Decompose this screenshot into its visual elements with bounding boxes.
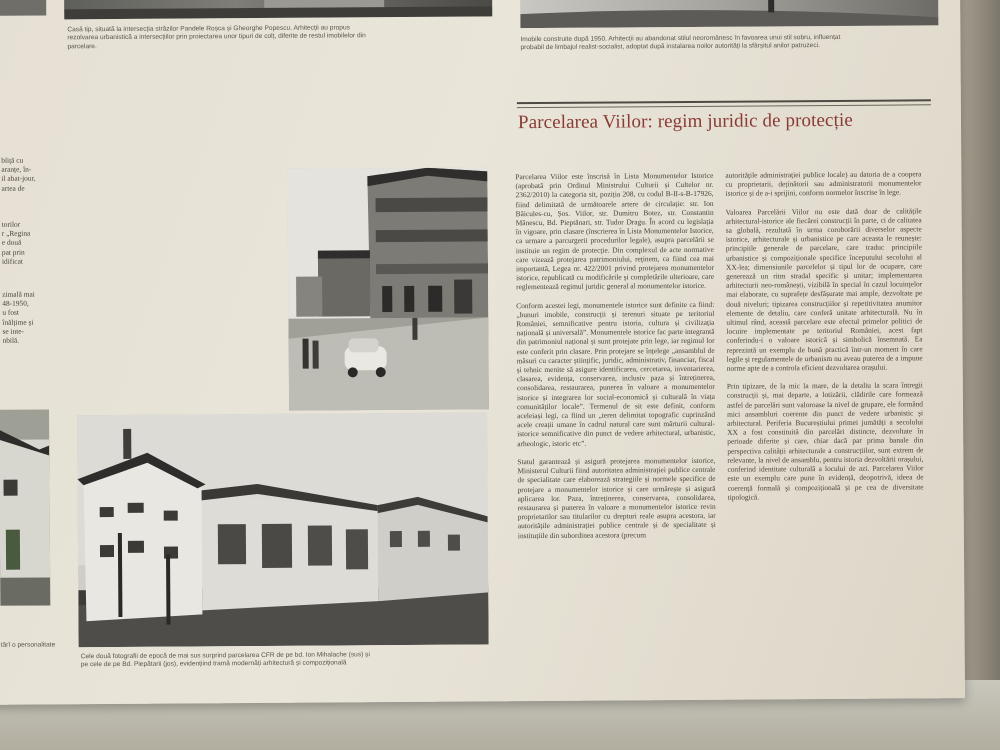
- paragraph: Prin tipizare, de la mic la mare, de la detaliu la scara întregii construcții și, mai departe, a lotizării, clădirile care formează astfel de parcelări sunt valoroase la nivel de grupare, ele formând mici ansambluri coerente din punct de vedere urbanistic și arhitectural. Periferia Bucureștiului primei jumătăți a secolului XX a fost constituită din parcelări distincte, dezvoltate în perioade diferite și care, chiar dacă par prima banale din perspectiva calității arhitecturale a construcțiilor, sunt extrem de relevante, la nivel de ansamblu, pentru istoria dezvoltării orașului, conferind identitate culturală a locului de azi. Parcelarea Viilor este un exemplu care pune în evidență, deopotrivă, ideea de coerență formală și compozițională și pe cea de diversitate tipologică.: [726, 380, 924, 502]
- heading-rule-thin: [517, 104, 931, 108]
- top-left-photo: [64, 0, 492, 19]
- section-heading: Parcelarea Viilor: regim juridic de protecție: [517, 109, 853, 134]
- top-left-caption: Casă tip, situată la intersecția străzilor Pandele Roșca și Gheorghe Popescu. Arhitecții au propus rezolvarea urbanistică a intersecțiilor prin proiectarea unor tipuri de colț, diferite de restul imobilelor din parcelare.: [67, 24, 366, 50]
- apartment-blocks-photo: [77, 412, 489, 647]
- frag-line: bliță cu: [1, 155, 24, 165]
- paragraph: Valoarea Parcelării Viilor nu este dată doar de calitățile arhitectural-istorice ale fiecărei construcții în parte, ci de calitatea sa globală, rezultată în urma coroborării diverselor aspecte istorice, arhitecturale și urbanistice pe care aceasta le reunește: principiile generale de parcelare, care traduc principiile urbanistice și compoziționale specifice începutului secolului al XX-lea; dimensiunile parcelelor și tipul lor de ocupare, care generează un ritm stradal specific și unitar; implementarea arhitecturii neo-românești, vizibilă în special în cazul locuințelor mai elaborate, cu suprafețe desfășurate mai ample, dezvoltate pe două niveluri; tipizarea construcțiilor și repetitivitatea anumitor elemente de detaliu, care conferă unitate arhitecturală. Nu în ultimul rând, această parcelare este efectul primelor politici de locuire implementate pe teritoriul României, acest fapt conferindu-i o valoare istorică și simbolică însemnată. Ea reprezintă un exemplu de bună practică într-un moment în care legile și regulamentele de urbanism nu aveau puterea de a impune norme aptе de a controla eficient dezvoltarea orașului.: [725, 205, 923, 373]
- frag-line: zimală mai: [2, 289, 35, 299]
- frag-line: il abat-jour,: [1, 173, 36, 184]
- text-column-2: [725, 169, 923, 510]
- frag-line: r „Regina: [1, 228, 31, 238]
- paragraph: Statul garantează și asigură protejarea monumentelor istorice, Ministerul Culturii fiind autoritatea administrației publice centrale de specialitate care elaborează strategiile și normele specifice de protejare a monumentelor istorice și care urmărește și asigură aplicarea lor. Paza, întreținerea, conservarea, consolidarea, restaurarea și punerea în valoare a monumentelor istorice revin proprietarilor sau titularilor cu drepturi reale asupra acestora, iar autoritățile administrației publice centrale și de specialitate și instituțiile din subordinea acestora (precum: [517, 455, 716, 540]
- frag-line: nbilă.: [2, 335, 20, 345]
- frag-line: se inte-: [2, 326, 25, 336]
- frag-line: torilor: [1, 219, 21, 229]
- frag-line: pat prin: [1, 247, 25, 257]
- frag-line: u fost: [2, 308, 19, 318]
- street-photo: [287, 167, 489, 410]
- frag-line: artea de: [1, 183, 25, 193]
- frag-line: idificat: [1, 256, 23, 266]
- bottom-left-cut-caption: tărî o personalitate: [0, 641, 56, 649]
- frag-line: aranțe, în-: [1, 164, 32, 174]
- left-fragment-1: [1, 156, 35, 193]
- left-house-photo: [0, 409, 50, 605]
- bottom-photo-caption: Cele două fotografii de epocă de mai sus surprind parcelarea CFR de pe bd. Ion Mihalache (sus) și pe cele de pe Bd. Piepătarii (jos), evidențiind tramă modernăți arhitectură și compozițională: [80, 651, 370, 669]
- paragraph: autoritățile administrației publice locale) au datoria de a coopera cu proprietarii, deținătorii sau administratorii monumentelor istorice și de a-i sprijini, conform normelor înscrise în lege.: [725, 169, 922, 199]
- text-column-1: [515, 171, 716, 549]
- frag-line: e două: [1, 238, 22, 248]
- frag-line: înălțime și: [2, 317, 34, 327]
- top-right-caption: Imobile construite după 1950. Arhitecții au abandonat stilul neoromânesc în favoarea unui stil sobru, influențat probabil de limbajul realist-socialist, adoptat după instalarea noilor autorități la sfârșitul anilor patruzeci.: [520, 33, 841, 52]
- top-right-photo: [520, 0, 938, 28]
- paragraph: Conform acestei legi, monumentele istorice sunt definite ca fiind: „bunuri imobile, construcții și terenuri situate pe teritoriul României, semnificative pentru istoria, cultura și civilizația națională și universală”. Monumentele istorice fac parte integrantă din patrimoniul național și sunt protejate prin lege, iar regimul lor este conferit prin clasare. Prin protejare se înțelege „ansamblul de măsuri cu caracter științific, juridic, administrativ, financiar, fiscal și tehnic menite să asigure identificarea, cercetarea, inventarierea, clasarea, evidența, conservarea, inclusiv paza și întreținerea, consolidarea, restaurarea, punerea în valoare a monumentelor istorice și integrarea lor social-economică și culturală în viața comunităților locale”. Termenul de sit este definit, conform aceleiași legi, ca fiind un „teren delimitat topografic cuprinzând acele creații umane în cadrul natural care sunt mărturii cultural-istorice semnificative din punct de vedere arhitectural, urbanistic, arheologic, istoric etc”.: [516, 299, 716, 448]
- heading-rule: [517, 99, 931, 104]
- left-fragment-2: [2, 220, 31, 266]
- frag-line: 48-1950,: [2, 298, 29, 308]
- top-left-small-photo: [0, 0, 46, 16]
- paragraph: Parcelarea Viilor este înscrisă în Lista Monumentelor Istorice (aprobată prin Ordinul Ministrului Culturii și Cultelor nr. 2362/2010) la categoria sit, poziția 208, cu codul B-II-s-B-17926, fiind delimitată de următoarele artere de circulație: str. Ion Băicules-cu, Șos. Viilor, str. Dumitru Botez, str. Constantin Mănescu, Bd. Pieptănari, str. Tudor Dragu. În acord cu legislația în vigoare, prin clasare (înscrierea în Lista Monumentelor Istorice, ca urmare a parcurgerii procedurilor legale), asupra parcelării se instituie un regim de protecție. Din complexul de acte normative care vizează protejarea patrimoniului, reținem, ca fiind cea mai importantă, Legea nr. 422/2001 privind protejarea monumentelor istorice, republicată cu modificările și completările ulterioare, care reglementează regimul juridic general al monumentelor istorice.: [515, 170, 715, 292]
- left-fragment-3: [2, 290, 35, 345]
